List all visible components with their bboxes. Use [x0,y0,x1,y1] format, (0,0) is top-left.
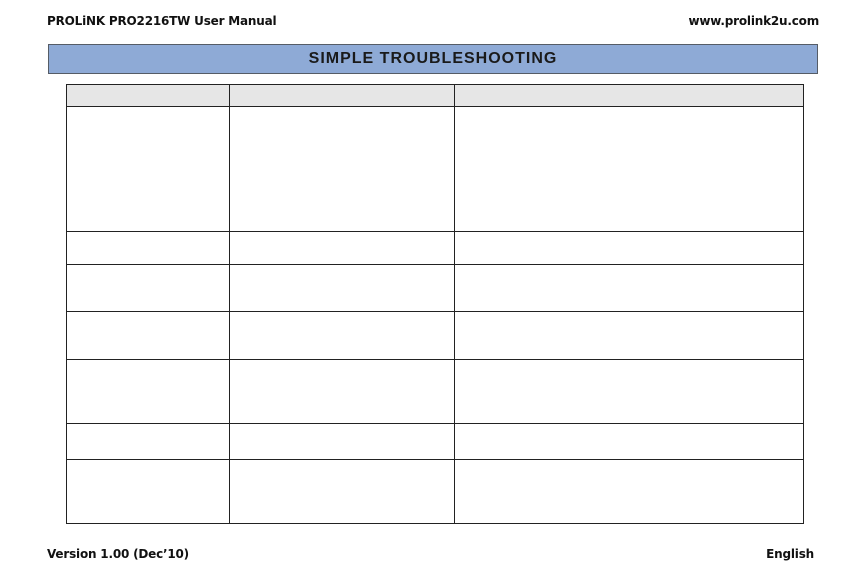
table-cell [455,360,804,424]
table-cell [230,460,455,524]
table-cell [455,265,804,312]
table-cell [230,360,455,424]
table-row [67,360,804,424]
table-header-row [67,85,804,107]
table-row [67,232,804,265]
table-cell [455,232,804,265]
table-cell [230,232,455,265]
table-cell [455,312,804,360]
table-cell [67,312,230,360]
table-cell [230,107,455,232]
table-cell [67,232,230,265]
section-banner [48,44,818,74]
table-row [67,460,804,524]
website-url: www.prolink2u.com [688,14,819,28]
table-row [67,265,804,312]
table-row [67,107,804,232]
table-cell [67,360,230,424]
table-cell [455,424,804,460]
troubleshooting-table [66,84,804,524]
table-cell [67,265,230,312]
table-cell [230,265,455,312]
section-title: SIMPLE TROUBLESHOOTING [308,50,558,67]
table-cell [67,107,230,232]
table-cell [455,107,804,232]
table-row [67,312,804,360]
header-cell-problem [67,85,230,107]
language-label: English [766,547,814,561]
header-cell-solution [455,85,804,107]
manual-title: PROLiNK PRO2216TW User Manual [47,14,277,28]
header-cell-cause [230,85,455,107]
table-cell [230,424,455,460]
table-row [67,424,804,460]
table-cell [67,460,230,524]
version-label: Version 1.00 (Dec’10) [47,547,189,561]
table-cell [455,460,804,524]
table-cell [230,312,455,360]
table-cell [67,424,230,460]
